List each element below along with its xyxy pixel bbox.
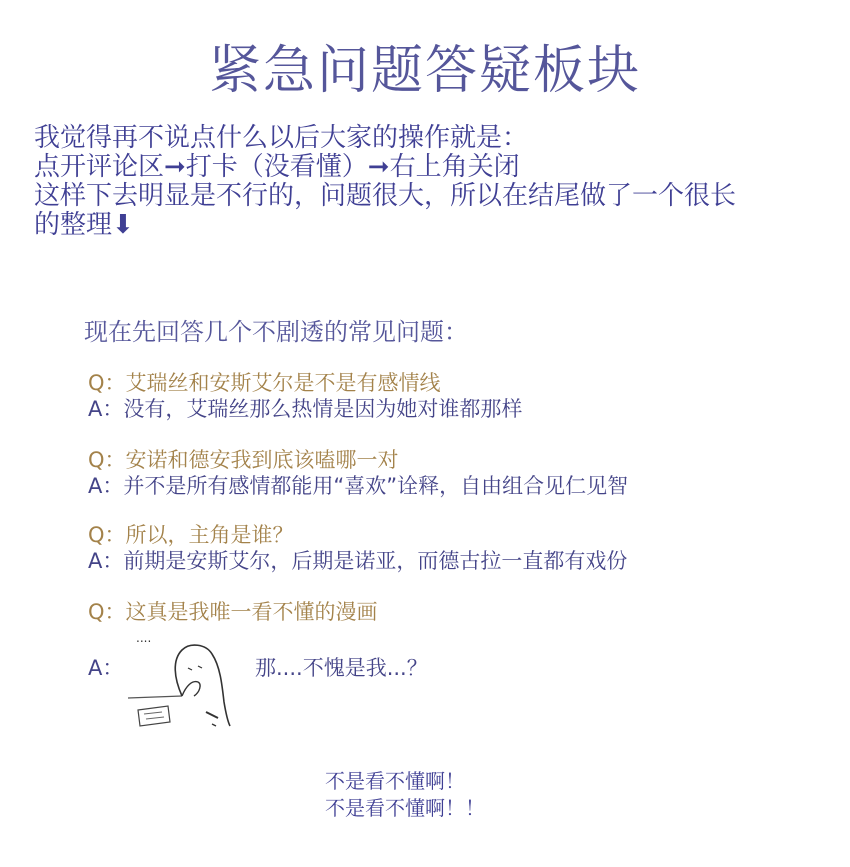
page-title: 紧急问题答疑板块 [208,41,641,101]
question: Q：艾瑞丝和安斯艾尔是不是有感情线 [88,371,441,395]
intro-text [34,124,736,240]
intro-line-1: 我觉得再不说点什么以后大家的操作就是： [34,123,529,153]
sad-figure-icon [124,630,239,730]
faq-item-4 [88,599,378,625]
question: Q：这真是我唯一看不懂的漫画 [88,600,378,624]
intro-line-2: 点开评论区➞打卡（没看懂）➞右上角关闭 [34,152,520,182]
answer: A：没有，艾瑞丝那么热情是因为她对谁都那样 [88,397,523,421]
faq-item-3 [88,522,627,574]
closing-line-1: 不是看不懂啊！ [325,769,465,793]
closing-line-2: 不是看不懂啊！！ [325,796,485,820]
intro-line-4: 的整理⬇ [34,210,134,240]
question: Q：安诺和德安我到底该嗑哪一对 [88,448,399,472]
faq-item-2 [88,447,628,499]
joke-reply: 那....不愧是我...？ [255,656,428,680]
question: Q：所以，主角是谁？ [88,523,294,547]
meme-dots: .... [136,631,152,645]
faq-item-1 [88,370,522,422]
answer-label: A： [88,656,124,680]
answer: A：并不是所有感情都能用“喜欢”诠释，自由组合见仁见智 [88,474,629,498]
closing-text [325,768,485,822]
answer: A：前期是安斯艾尔，后期是诺亚，而德古拉一直都有戏份 [88,549,628,573]
intro-line-3: 这样下去明显是不行的，问题很大，所以在结尾做了一个很长 [34,181,737,211]
faq-heading: 现在先回答几个不剧透的常见问题： [84,318,468,346]
